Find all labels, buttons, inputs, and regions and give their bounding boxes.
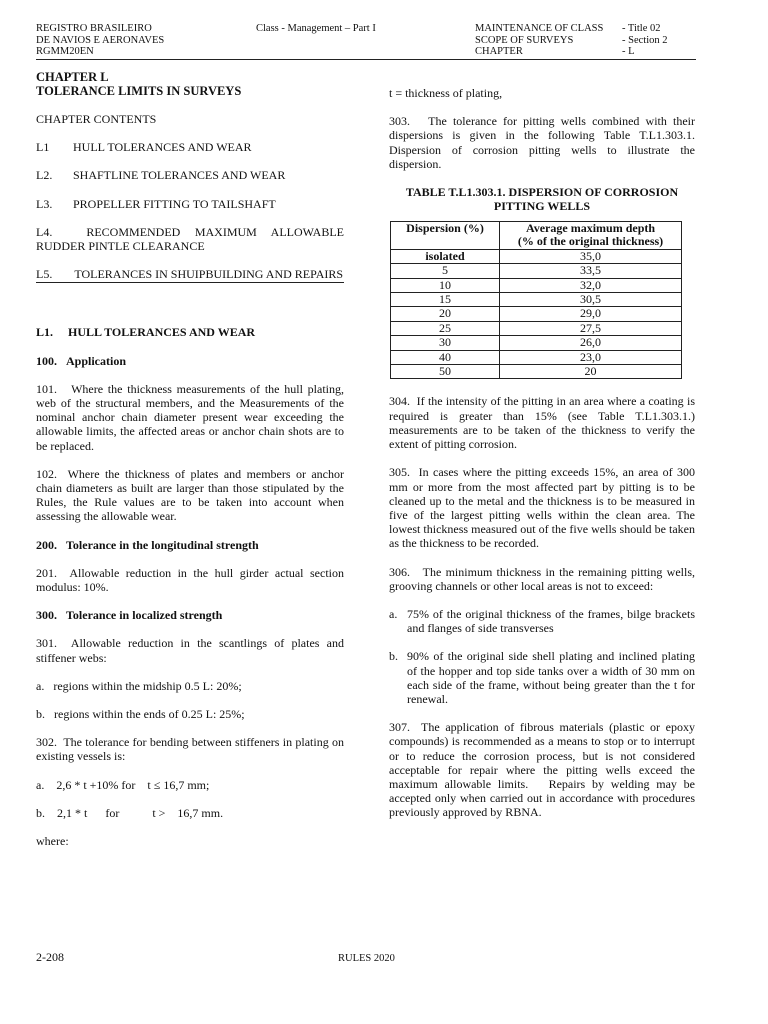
table-cell-dispersion: 50 bbox=[391, 365, 500, 379]
header-label-title: MAINTENANCE OF CLASS bbox=[475, 23, 604, 34]
toc-num: L4. bbox=[36, 224, 53, 239]
table-cell-dispersion: 15 bbox=[391, 293, 500, 307]
table-cell-depth: 32,0 bbox=[500, 278, 682, 292]
table-cell-depth: 30,5 bbox=[500, 293, 682, 307]
heading-100: 100. Application bbox=[36, 353, 127, 368]
heading-200: 200. Tolerance in the longitudinal strength bbox=[36, 537, 259, 552]
list-text: 90% of the original side shell plating and inclined plating of the hopper and top side tanks over a width of 30 mm on each side of the frame, without being greater than the t for renewal. bbox=[407, 649, 695, 706]
table-cell-dispersion: isolated bbox=[391, 249, 500, 263]
footer-rules: RULES 2020 bbox=[338, 953, 395, 964]
paragraph-307: 307. The application of fibrous materials (plastic or epoxy compounds) is recommended as a means to stop or to interrupt or to reduce the corrosion process, but is not considered acceptable for repair where the pitting wells exceed the maximum allowable limits. Repairs by welding may be accepted only when carried out in accordance with procedures previously approved by RBNA. bbox=[389, 720, 695, 820]
table-cell-dispersion: 40 bbox=[391, 350, 500, 364]
right-column bbox=[389, 86, 695, 820]
toc-text: SHAFTLINE TOLERANCES AND WEAR bbox=[73, 168, 286, 183]
paragraph-303: 303. The tolerance for pitting wells combined with their dispersions is given in the following Table T.L1.303.1. Dispersion of corrosion pitting wells to illustrate the dispersion. bbox=[389, 114, 695, 171]
toc-item-l4 bbox=[36, 225, 344, 253]
paragraph-301a: a. regions within the midship 0.5 L: 20%; bbox=[36, 678, 242, 693]
header-part: Class - Management – Part I bbox=[256, 23, 376, 34]
table-cell-dispersion: 25 bbox=[391, 321, 500, 335]
toc-num: L1 bbox=[36, 140, 50, 155]
toc-num: L2. bbox=[36, 168, 53, 183]
header-doc-code: RGMM20EN bbox=[36, 46, 94, 57]
paragraph-302a: a. 2,6 * t +10% for t ≤ 16,7 mm; bbox=[36, 777, 210, 792]
table-cell-dispersion: 20 bbox=[391, 307, 500, 321]
section-l1-heading: L1. HULL TOLERANCES AND WEAR bbox=[36, 325, 256, 340]
header-org-line-2: DE NAVIOS E AERONAVES bbox=[36, 34, 165, 46]
paragraph-305: 305. In cases where the pitting exceeds 15%, an area of 300 mm or more from the most affected part by pitting is to be cleaned up to the metal and the thickness is to be measured in five of the largest pitting wells within the clean area. The lowest thickness measured out of the five wells should be taken as the thickness to be recorded. bbox=[389, 465, 695, 551]
table-cell-depth: 29,0 bbox=[500, 307, 682, 321]
table-row bbox=[391, 307, 682, 321]
header-org-line-1: REGISTRO BRASILEIRO bbox=[36, 23, 152, 34]
table-row bbox=[391, 249, 682, 263]
paragraph-302: 302. The tolerance for bending between stiffeners in plating on existing vessels is: bbox=[36, 735, 344, 764]
paragraph-102: 102. Where the thickness of plates and members or anchor chain diameters as built are larger than those stipulated by the Rules, the Rule values are to be taken into account when assessing the allowable wear. bbox=[36, 466, 344, 524]
toc-text: PROPELLER FITTING TO TAILSHAFT bbox=[73, 196, 276, 211]
table-header-dispersion: Dispersion (%) bbox=[391, 222, 500, 250]
paragraph-306: 306. The minimum thickness in the remaining pitting wells, grooving channels or other local areas is not to exceed: bbox=[389, 564, 695, 593]
header-org bbox=[36, 23, 164, 58]
table-header-depth bbox=[500, 222, 682, 250]
paragraph-101: 101. Where the thickness measurements of the hull plating, web of the structural members, and the Measurements of the nominal anchor chain diameter present wear exceeding the allowable limits, the affected areas or anchor chain shots are to be replaced. bbox=[36, 381, 344, 453]
paragraph-304: 304. If the intensity of the pitting in an area where a coating is required is greater than 15% (see Table T.L1.303.1.) measurements are to be taken of the thickness to verify the extent of pitting corrosion. bbox=[389, 394, 695, 452]
table-header-row bbox=[391, 222, 682, 250]
header-section-values bbox=[622, 23, 668, 58]
table-cell-dispersion: 5 bbox=[391, 264, 500, 278]
contents-heading: CHAPTER CONTENTS bbox=[36, 112, 157, 126]
header-value-chapter: - L bbox=[622, 46, 635, 57]
table-cell-depth: 35,0 bbox=[500, 249, 682, 263]
header-section-labels bbox=[475, 23, 603, 58]
header-value-section: - Section 2 bbox=[622, 34, 668, 46]
header-divider bbox=[36, 59, 696, 60]
table-header-depth-line-1: Average maximum depth bbox=[525, 221, 656, 236]
table-row bbox=[391, 293, 682, 307]
paragraph-where: where: bbox=[36, 834, 69, 849]
table-row bbox=[391, 350, 682, 364]
table-title-line-1: TABLE T.L1.303.1. DISPERSION OF CORROSION bbox=[405, 185, 679, 200]
left-column bbox=[36, 70, 344, 848]
table-cell-depth: 20 bbox=[500, 365, 682, 379]
table-row bbox=[391, 264, 682, 278]
toc-num: L3. bbox=[36, 196, 53, 211]
table-title-line-2: PITTING WELLS bbox=[493, 199, 591, 214]
header-label-section: SCOPE OF SURVEYS bbox=[475, 34, 574, 46]
t-definition: t = thickness of plating, bbox=[389, 86, 503, 100]
table-cell-depth: 33,5 bbox=[500, 264, 682, 278]
paragraph-302b: b. 2,1 * t for t > 16,7 mm. bbox=[36, 805, 224, 820]
toc-item-l3 bbox=[36, 197, 344, 211]
paragraph-201: 201. Allowable reduction in the hull girder actual section modulus: 10%. bbox=[36, 565, 344, 595]
list-text: 75% of the original thickness of the frames, bilge brackets and flanges of side transverses bbox=[407, 606, 695, 636]
table-cell-dispersion: 30 bbox=[391, 336, 500, 350]
toc-item-l2 bbox=[36, 168, 344, 182]
toc-item-l5 bbox=[36, 267, 344, 281]
list-marker: b. bbox=[389, 649, 398, 664]
table-cell-depth: 26,0 bbox=[500, 336, 682, 350]
paragraph-301: 301. Allowable reduction in the scantlings of plates and stiffener webs: bbox=[36, 636, 344, 665]
paragraph-301b: b. regions within the ends of 0.25 L: 25%; bbox=[36, 707, 245, 722]
toc-text: RECOMMENDED MAXIMUM ALLOWABLE RUDDER PINTLE CLEARANCE bbox=[36, 224, 344, 254]
table-row bbox=[391, 365, 682, 379]
table-cell-depth: 23,0 bbox=[500, 350, 682, 364]
dispersion-table bbox=[390, 221, 682, 379]
table-title bbox=[389, 185, 695, 213]
table-cell-depth: 27,5 bbox=[500, 321, 682, 335]
paragraph-306a bbox=[389, 607, 695, 635]
page-number: 2-208 bbox=[36, 950, 64, 964]
paragraph-306b bbox=[389, 649, 695, 706]
header-value-title: - Title 02 bbox=[622, 23, 661, 34]
table-cell-dispersion: 10 bbox=[391, 278, 500, 292]
table-row bbox=[391, 321, 682, 335]
table-header-depth-line-2: (% of the original thickness) bbox=[517, 234, 664, 249]
chapter-label: CHAPTER L bbox=[36, 70, 109, 84]
contents-divider bbox=[36, 282, 344, 283]
heading-300: 300. Tolerance in localized strength bbox=[36, 608, 223, 623]
header-label-chapter: CHAPTER bbox=[475, 46, 523, 57]
toc-item-l1 bbox=[36, 140, 344, 154]
chapter-title: TOLERANCE LIMITS IN SURVEYS bbox=[36, 84, 242, 98]
toc-text: HULL TOLERANCES AND WEAR bbox=[73, 140, 252, 155]
list-marker: a. bbox=[389, 606, 398, 621]
table-row bbox=[391, 336, 682, 350]
toc-num: L5. bbox=[36, 267, 53, 282]
table-row bbox=[391, 278, 682, 292]
toc-text: TOLERANCES IN SHUIPBUILDING AND REPAIRS bbox=[74, 267, 344, 282]
